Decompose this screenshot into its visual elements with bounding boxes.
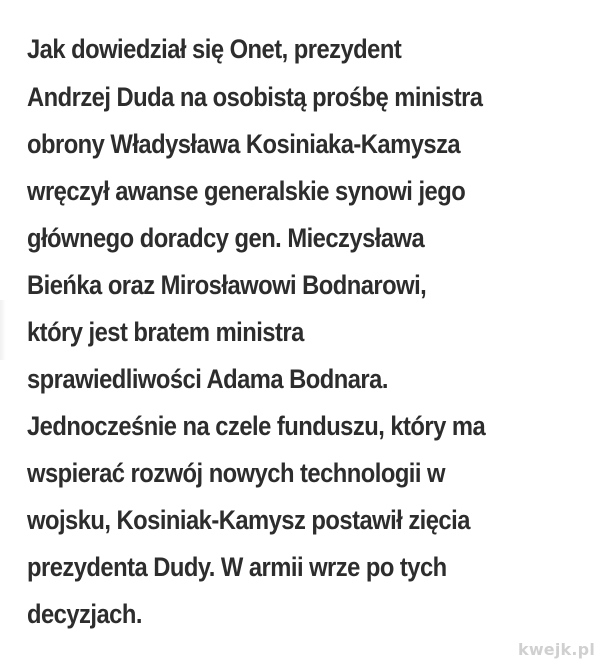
article-line-13: decyzjach. [27,599,142,629]
article-line-5: głównego doradcy gen. Mieczysława [27,223,425,253]
article-line-10: wspierać rozwój nowych technologii w [27,458,445,488]
article-line-3: obrony Władysława Kosiniaka-Kamysza [27,129,461,159]
article-line-1: Jak dowiedział się Onet, prezydent [27,34,402,64]
article-line-7: który jest bratem ministra [27,317,304,347]
article-line-4: wręczył awanse generalskie synowi jego [27,176,466,206]
left-edge-shadow [0,300,6,360]
article-line-11: wojsku, Kosiniak-Kamysz postawił zięcia [27,505,470,535]
article-line-9: Jednocześnie na czele funduszu, który ma [27,411,486,441]
article-line-12: prezydenta Dudy. W armii wrze po tych [27,552,447,582]
article-line-6: Bieńka oraz Mirosławowi Bodnarowi, [27,270,427,300]
article-line-8: sprawiedliwości Adama Bodnara. [27,364,388,394]
article-line-2: Andrzej Duda na osobistą prośbę ministra [27,82,483,112]
kwejk-watermark: kwejk.pl [517,640,595,659]
